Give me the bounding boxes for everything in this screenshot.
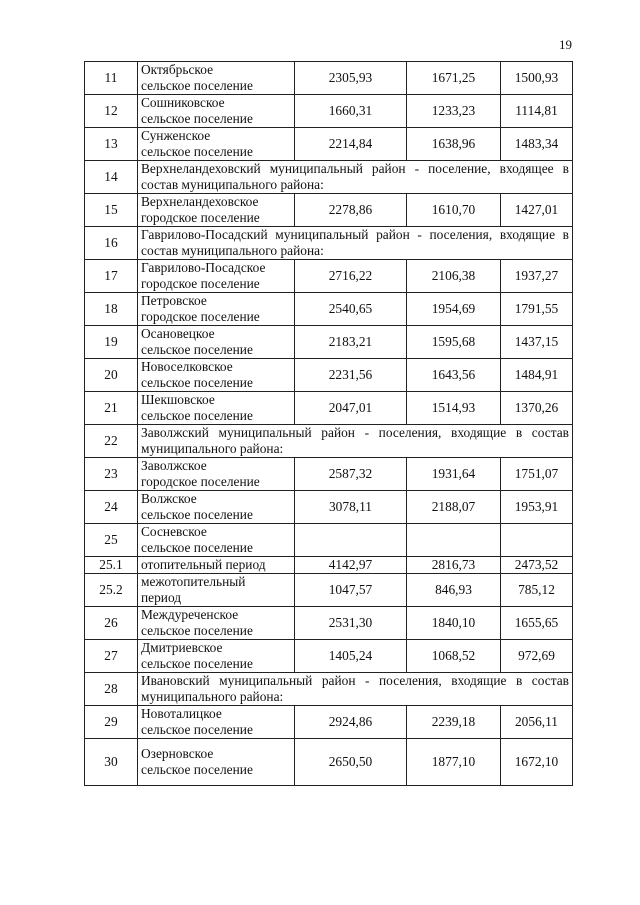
value-cell-2: 1931,64 [407,458,501,491]
value-cell-1: 2278,86 [295,194,407,227]
value-cell-1: 4142,97 [295,557,407,574]
row-number: 26 [85,607,138,640]
row-number: 15 [85,194,138,227]
value-cell-3: 1672,10 [501,739,573,786]
table-row [85,574,573,607]
settlement-name: Верхнеландеховское городское поселение [138,194,295,227]
value-cell-2: 1514,93 [407,392,501,425]
value-cell-2: 1068,52 [407,640,501,673]
row-number: 25.2 [85,574,138,607]
table-row [85,128,573,161]
table-row [85,260,573,293]
table-row [85,392,573,425]
value-cell-2: 846,93 [407,574,501,607]
row-number: 30 [85,739,138,786]
value-cell-1: 2716,22 [295,260,407,293]
settlement-name: Сошниковское сельское поселение [138,95,295,128]
settlement-name: Озерновское сельское поселение [138,739,295,786]
row-number: 25.1 [85,557,138,574]
value-cell-3: 1751,07 [501,458,573,491]
row-number: 21 [85,392,138,425]
table-row [85,739,573,786]
row-number: 12 [85,95,138,128]
value-cell-2: 1233,23 [407,95,501,128]
value-cell-3: 1791,55 [501,293,573,326]
row-number: 20 [85,359,138,392]
value-cell-2: 1877,10 [407,739,501,786]
value-cell-3: 1114,81 [501,95,573,128]
row-number: 14 [85,161,138,194]
row-number: 24 [85,491,138,524]
value-cell-1: 1405,24 [295,640,407,673]
value-cell-1: 2231,56 [295,359,407,392]
value-cell-2: 1595,68 [407,326,501,359]
value-cell-2: 2188,07 [407,491,501,524]
table-row [85,326,573,359]
settlement-name: Осановецкое сельское поселение [138,326,295,359]
row-number: 13 [85,128,138,161]
section-row [85,227,573,260]
value-cell-1: 3078,11 [295,491,407,524]
value-cell-1: 2214,84 [295,128,407,161]
table-row [85,706,573,739]
value-cell-3: 2473,52 [501,557,573,574]
section-row [85,425,573,458]
table-row [85,491,573,524]
value-cell-3: 2056,11 [501,706,573,739]
table-row [85,640,573,673]
settlement-name: Новоселковское сельское поселение [138,359,295,392]
row-number: 28 [85,673,138,706]
settlement-name: Шекшовское сельское поселение [138,392,295,425]
settlement-name: отопительный период [138,557,295,574]
value-cell-1: 1660,31 [295,95,407,128]
value-cell-1: 1047,57 [295,574,407,607]
value-cell-2: 2816,73 [407,557,501,574]
row-number: 17 [85,260,138,293]
value-cell-3: 1483,34 [501,128,573,161]
value-cell-1: 2587,32 [295,458,407,491]
section-heading: Гаврилово-Посадский муниципальный район - поселения, входящие в состав муниципального района: [138,227,573,260]
table-row [85,557,573,574]
table-row [85,524,573,557]
section-row [85,161,573,194]
value-cell-3 [501,524,573,557]
value-cell-3: 1937,27 [501,260,573,293]
page-number: 19 [559,37,572,52]
section-heading: Верхнеландеховский муниципальный район - поселение, входящее в состав муниципального района: [138,161,573,194]
settlement-name: межотопительный период [138,574,295,607]
value-cell-1: 2305,93 [295,62,407,95]
value-cell-2 [407,524,501,557]
value-cell-3: 1500,93 [501,62,573,95]
value-cell-2: 2239,18 [407,706,501,739]
section-row [85,673,573,706]
row-number: 22 [85,425,138,458]
value-cell-2: 1610,70 [407,194,501,227]
row-number: 11 [85,62,138,95]
row-number: 23 [85,458,138,491]
section-heading: Заволжский муниципальный район - поселения, входящие в состав муниципального района: [138,425,573,458]
settlement-name: Петровское городское поселение [138,293,295,326]
value-cell-2: 1954,69 [407,293,501,326]
value-cell-2: 2106,38 [407,260,501,293]
table-row [85,62,573,95]
value-cell-1: 2540,65 [295,293,407,326]
value-cell-2: 1671,25 [407,62,501,95]
row-number: 27 [85,640,138,673]
value-cell-3: 1953,91 [501,491,573,524]
settlement-name: Дмитриевское сельское поселение [138,640,295,673]
value-cell-1: 2924,86 [295,706,407,739]
table-row [85,607,573,640]
value-cell-2: 1638,96 [407,128,501,161]
tariff-table [84,61,573,786]
value-cell-2: 1643,56 [407,359,501,392]
row-number: 18 [85,293,138,326]
table-row [85,194,573,227]
value-cell-3: 1437,15 [501,326,573,359]
settlement-name: Гаврилово-Посадское городское поселение [138,260,295,293]
value-cell-1: 2183,21 [295,326,407,359]
settlement-name: Октябрьское сельское поселение [138,62,295,95]
table-row [85,95,573,128]
settlement-name: Междуреченское сельское поселение [138,607,295,640]
row-number: 19 [85,326,138,359]
row-number: 29 [85,706,138,739]
value-cell-1: 2531,30 [295,607,407,640]
row-number: 16 [85,227,138,260]
table-row [85,359,573,392]
table-row [85,458,573,491]
value-cell-2: 1840,10 [407,607,501,640]
section-heading: Ивановский муниципальный район - поселения, входящие в состав муниципального района: [138,673,573,706]
value-cell-3: 785,12 [501,574,573,607]
settlement-name: Волжское сельское поселение [138,491,295,524]
value-cell-3: 1484,91 [501,359,573,392]
settlement-name: Сосневское сельское поселение [138,524,295,557]
value-cell-3: 972,69 [501,640,573,673]
value-cell-3: 1427,01 [501,194,573,227]
table-row [85,293,573,326]
value-cell-1 [295,524,407,557]
value-cell-3: 1370,26 [501,392,573,425]
settlement-name: Заволжское городское поселение [138,458,295,491]
value-cell-1: 2047,01 [295,392,407,425]
value-cell-1: 2650,50 [295,739,407,786]
value-cell-3: 1655,65 [501,607,573,640]
settlement-name: Сунженское сельское поселение [138,128,295,161]
settlement-name: Новоталицкое сельское поселение [138,706,295,739]
row-number: 25 [85,524,138,557]
